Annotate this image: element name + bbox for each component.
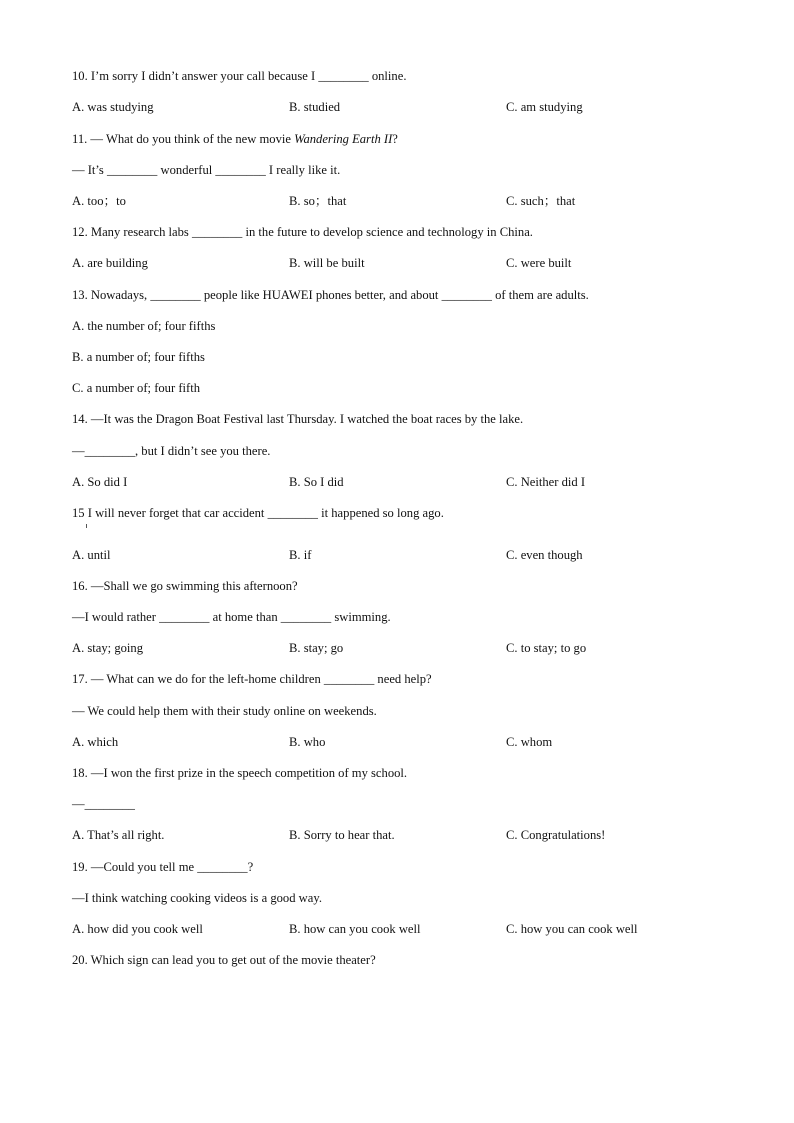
question-18-option-a[interactable]: A. That’s all right. — [72, 828, 165, 842]
question-12-option-c[interactable]: C. were built — [506, 256, 572, 270]
question-11-reply: — It’s ________ wonderful ________ I really like it. — [72, 163, 341, 177]
question-13-stem: 13. Nowadays, ________ people like HUAWEI phones better, and about ________ of them are adults. — [72, 288, 589, 302]
question-16-stem: 16. —Shall we go swimming this afternoon? — [72, 579, 298, 593]
question-12-option-b[interactable]: B. will be built — [289, 256, 365, 270]
question-17-option-b[interactable]: B. who — [289, 735, 326, 749]
question-10-option-a[interactable]: A. was studying — [72, 100, 154, 114]
question-16-option-b[interactable]: B. stay; go — [289, 641, 344, 655]
question-10-stem: 10. I’m sorry I didn’t answer your call because I ________ online. — [72, 69, 407, 83]
question-14-option-c[interactable]: C. Neither did I — [506, 475, 586, 489]
question-16-option-c[interactable]: C. to stay; to go — [506, 641, 587, 655]
question-19-stem: 19. —Could you tell me ________? — [72, 860, 254, 874]
question-19-reply: —I think watching cooking videos is a good way. — [72, 891, 322, 905]
question-18-reply: —________ — [72, 797, 135, 811]
question-14-option-a[interactable]: A. So did I — [72, 475, 128, 489]
question-13-option-b[interactable]: B. a number of; four fifths — [72, 350, 205, 364]
question-14-reply: —________, but I didn’t see you there. — [72, 444, 271, 458]
question-18-stem: 18. —I won the first prize in the speech competition of my school. — [72, 766, 408, 780]
question-15-option-a[interactable]: A. until — [72, 548, 111, 562]
question-10-option-c[interactable]: C. am studying — [506, 100, 583, 114]
question-15-option-b[interactable]: B. if — [289, 548, 312, 562]
question-14-option-b[interactable]: B. So I did — [289, 475, 344, 489]
question-17-option-c[interactable]: C. whom — [506, 735, 553, 749]
question-11-option-c[interactable]: C. such；that — [506, 194, 576, 208]
question-17-option-a[interactable]: A. which — [72, 735, 119, 749]
question-13-option-c[interactable]: C. a number of; four fifth — [72, 381, 201, 395]
question-11-stem-end: ? — [392, 132, 398, 146]
question-15-option-c[interactable]: C. even though — [506, 548, 583, 562]
question-16-reply: —I would rather ________ at home than ________ swimming. — [72, 610, 391, 624]
question-20-stem: 20. Which sign can lead you to get out of the movie theater? — [72, 953, 376, 967]
question-13-option-a[interactable]: A. the number of; four fifths — [72, 319, 216, 333]
question-15-stem: 15 I will never forget that car accident ________ it happened so long ago. — [72, 506, 444, 520]
question-11-stem-start: 11. — What do you think of the new movie — [72, 132, 295, 146]
question-18-option-c[interactable]: C. Congratulations! — [506, 828, 606, 842]
question-19-option-b[interactable]: B. how can you cook well — [289, 922, 421, 936]
question-17-reply: — We could help them with their study online on weekends. — [72, 704, 377, 718]
question-10-option-b[interactable]: B. studied — [289, 100, 341, 114]
question-19-option-c[interactable]: C. how you can cook well — [506, 922, 638, 936]
question-17-stem: 17. — What can we do for the left-home children ________ need help? — [72, 672, 432, 686]
movie-title: Wandering Earth II — [294, 132, 393, 146]
question-11-option-b[interactable]: B. so；that — [289, 194, 347, 208]
question-12-stem: 12. Many research labs ________ in the future to develop science and technology in China. — [72, 225, 533, 239]
question-11-option-a[interactable]: A. too；to — [72, 194, 126, 208]
question-19-option-a[interactable]: A. how did you cook well — [72, 922, 203, 936]
question-11-stem — [72, 131, 398, 147]
question-12-option-a[interactable]: A. are building — [72, 256, 148, 270]
question-18-option-b[interactable]: B. Sorry to hear that. — [289, 828, 395, 842]
stray-dot-mark — [86, 524, 87, 528]
question-16-option-a[interactable]: A. stay; going — [72, 641, 144, 655]
question-14-stem: 14. —It was the Dragon Boat Festival last Thursday. I watched the boat races by the lake. — [72, 412, 524, 426]
